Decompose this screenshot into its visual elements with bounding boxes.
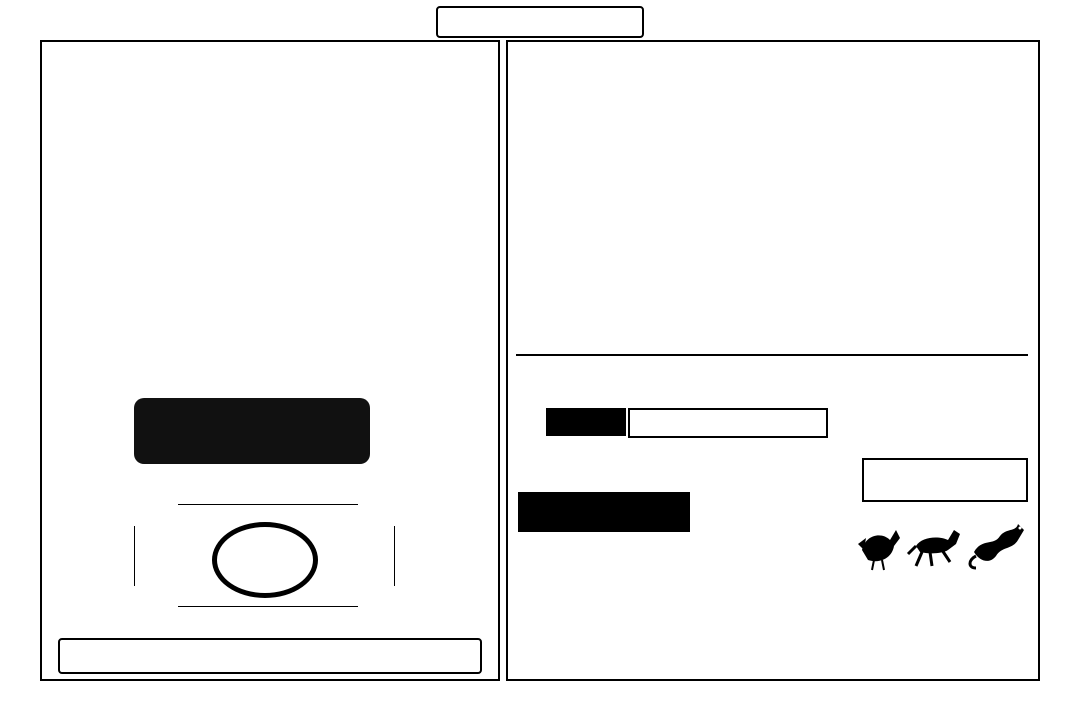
- divider-line: [516, 354, 1028, 356]
- poem-text-box: [628, 408, 828, 438]
- rooster-icon: [858, 530, 900, 570]
- zodiac-poem-box: [58, 638, 482, 674]
- grid-line-bottom: [178, 606, 358, 607]
- zodiac-animals: [856, 516, 1032, 572]
- grid-line-top: [178, 504, 358, 505]
- horse-icon: [908, 530, 960, 566]
- dragon-icon: [970, 524, 1024, 568]
- grid-line-right: [394, 526, 395, 586]
- poem-label-box: [546, 408, 626, 436]
- win-zodiac-box: [862, 458, 1028, 502]
- header-title-box: [436, 6, 644, 38]
- center-number-ring: [212, 522, 318, 598]
- grid-line-left: [134, 526, 135, 586]
- tail-label-box: [518, 492, 690, 532]
- right-panel: [506, 40, 1040, 681]
- selected-numbers-banner: [134, 398, 370, 464]
